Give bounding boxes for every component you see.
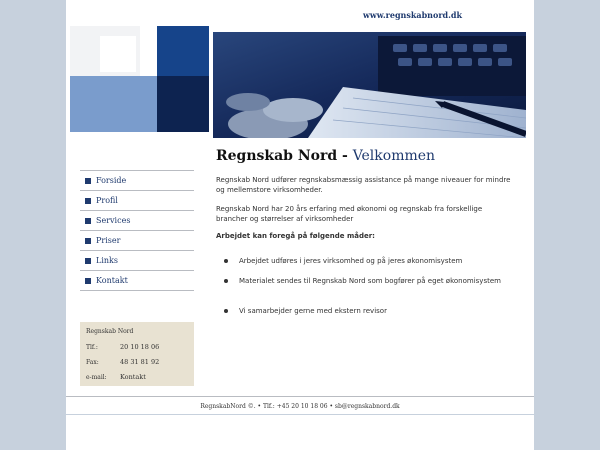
methods-heading: Arbejdet kan foregå på følgende måder: [216,232,375,240]
logo-square-dark [157,76,209,132]
bullet-dot-icon [224,309,228,313]
nav-item-links[interactable] [80,251,194,271]
bullet-icon [85,238,91,244]
nav-item-forside[interactable] [80,170,194,191]
page-title-accent: Velkommen [352,148,436,164]
list-item [224,306,519,316]
main-content [216,148,516,315]
bullet-dot-icon [224,279,228,283]
bullet-icon [85,198,91,204]
list-item-text: Vi samarbejder gerne med ekstern revisor [239,307,387,315]
contact-box [80,322,194,386]
bullet-dot-icon [224,259,228,263]
bullet-icon [85,278,91,284]
logo-square-white [100,36,136,72]
nav-label: Priser [96,236,121,245]
logo-square-navy [157,26,209,76]
logo [70,26,209,132]
list-item-text: Materialet sendes til Regnskab Nord som bogfører på eget økonomisystem [239,277,501,285]
nav-item-profil[interactable] [80,191,194,211]
list-item [224,256,519,266]
page [66,0,534,450]
main-nav [80,170,194,291]
nav-label: Kontakt [96,276,128,285]
nav-label: Forside [96,176,127,185]
contact-fax-value: 48 31 81 92 [120,358,160,366]
nav-label: Links [96,256,118,265]
nav-label: Services [96,216,131,225]
bullet-icon [85,218,91,224]
page-title [216,148,516,164]
nav-item-services[interactable] [80,211,194,231]
bullet-icon [85,258,91,264]
footer: RegnskabNord ©. • Tlf.: +45 20 10 18 06 • sb@regnskabnord.dk [200,403,400,410]
nav-item-priser[interactable] [80,231,194,251]
logo-square-blue [70,76,157,132]
contact-email-link[interactable]: Kontakt [120,373,146,381]
nav-item-kontakt[interactable] [80,271,194,291]
page-title-main: Regnskab Nord - [216,148,348,164]
contact-fax-label: Fax: [86,359,99,366]
contact-tlf-value: 20 10 18 06 [120,343,160,351]
bullet-icon [85,178,91,184]
contact-company-name: Regnskab Nord [86,328,134,335]
experience-paragraph: Regnskab Nord har 20 års erfaring med økonomi og regnskab fra forskellige brancher og størrelser af virksomheder [216,205,483,223]
nav-label: Profil [96,196,118,205]
hero-photo-illustration [213,32,526,138]
list-item-text: Arbejdet udføres i jeres virksomhed og på jeres økonomisystem [239,257,463,265]
contact-email-label: e-mail: [86,374,107,381]
contact-fax-row [86,358,159,366]
contact-email-row [86,373,146,381]
contact-tlf-label: Tlf.: [86,344,98,351]
footer-bottom-divider [66,414,534,415]
list-item [224,276,519,286]
intro-paragraph: Regnskab Nord udfører regnskabsmæssig assistance på mange niveauer for mindre og mellemstore virksomheder. [216,176,511,194]
footer-divider [66,396,534,397]
hero-image [213,32,526,138]
contact-tlf-row [86,343,159,351]
site-url[interactable]: www.regnskabnord.dk [363,10,463,20]
